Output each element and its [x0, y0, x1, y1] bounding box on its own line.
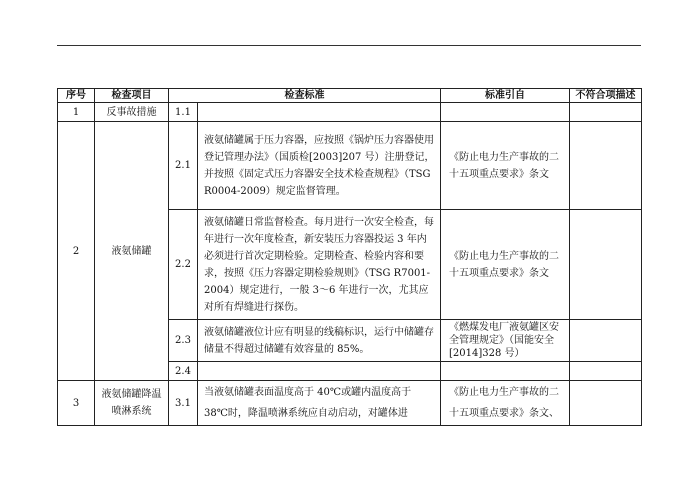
reference-cell: 《燃煤发电厂液氨罐区安全管理规定》（国能安全[2014]328 号）	[441, 320, 570, 362]
nonconformity-cell	[570, 210, 642, 320]
item-cell: 液氨储罐	[95, 122, 169, 381]
reference-cell	[441, 362, 570, 381]
header-seq: 序号	[58, 89, 95, 103]
seq-cell: 2	[58, 122, 95, 381]
table-row	[58, 122, 642, 210]
header-standard: 检查标准	[169, 89, 441, 103]
clause-number: 3.1	[169, 381, 198, 426]
nonconformity-cell	[570, 320, 642, 362]
table-header-row	[58, 89, 642, 103]
clause-number: 1.1	[169, 103, 198, 122]
item-cell: 液氨储罐降温喷淋系统	[95, 381, 169, 426]
inspection-table	[57, 88, 642, 426]
standard-cell: 液氨储罐液位计应有明显的线稿标识，运行中储罐存储量不得超过储罐有效容量的 85%。	[198, 320, 441, 362]
item-cell: 反事故措施	[95, 103, 169, 122]
nonconformity-cell	[570, 103, 642, 122]
header-item: 检查项目	[95, 89, 169, 103]
clause-number: 2.4	[169, 362, 198, 381]
standard-cell: 当液氨储罐表面温度高于 40℃或罐内温度高于 38℃时，降温喷淋系统应自动启动，对罐体进	[198, 381, 441, 426]
nonconformity-cell	[570, 381, 642, 426]
reference-cell	[441, 103, 570, 122]
header-rule	[57, 45, 641, 46]
nonconformity-cell	[570, 122, 642, 210]
header-reference: 标准引自	[441, 89, 570, 103]
reference-cell: 《防止电力生产事故的二十五项重点要求》条文、	[441, 381, 570, 426]
header-nonconformity: 不符合项描述	[570, 89, 642, 103]
seq-cell: 1	[58, 103, 95, 122]
clause-number: 2.1	[169, 122, 198, 210]
reference-cell: 《防止电力生产事故的二十五项重点要求》条文	[441, 122, 570, 210]
standard-cell: 液氨储罐属于压力容器，应按照《锅炉压力容器使用登记管理办法》（国质检[2003]207 号）注册登记，并按照《固定式压力容器安全技术检查规程》（TSG R0004-2009）规定监督管理。	[198, 122, 441, 210]
table-row	[58, 103, 642, 122]
seq-cell: 3	[58, 381, 95, 426]
nonconformity-cell	[570, 362, 642, 381]
standard-cell	[198, 362, 441, 381]
table-row	[58, 381, 642, 426]
standard-cell: 液氨储罐日常监督检查。每月进行一次安全检查，每年进行一次年度检查，新安装压力容器投运 3 年内必须进行首次定期检验。定期检查、检验内容和要求，按照《压力容器定期检验规则》（TSG R7001-2004）规定进行，一般 3～6 年进行一次，尤其应对所有焊缝进行探伤。	[198, 210, 441, 320]
clause-number: 2.2	[169, 210, 198, 320]
standard-cell	[198, 103, 441, 122]
reference-cell: 《防止电力生产事故的二十五项重点要求》条文	[441, 210, 570, 320]
clause-number: 2.3	[169, 320, 198, 362]
